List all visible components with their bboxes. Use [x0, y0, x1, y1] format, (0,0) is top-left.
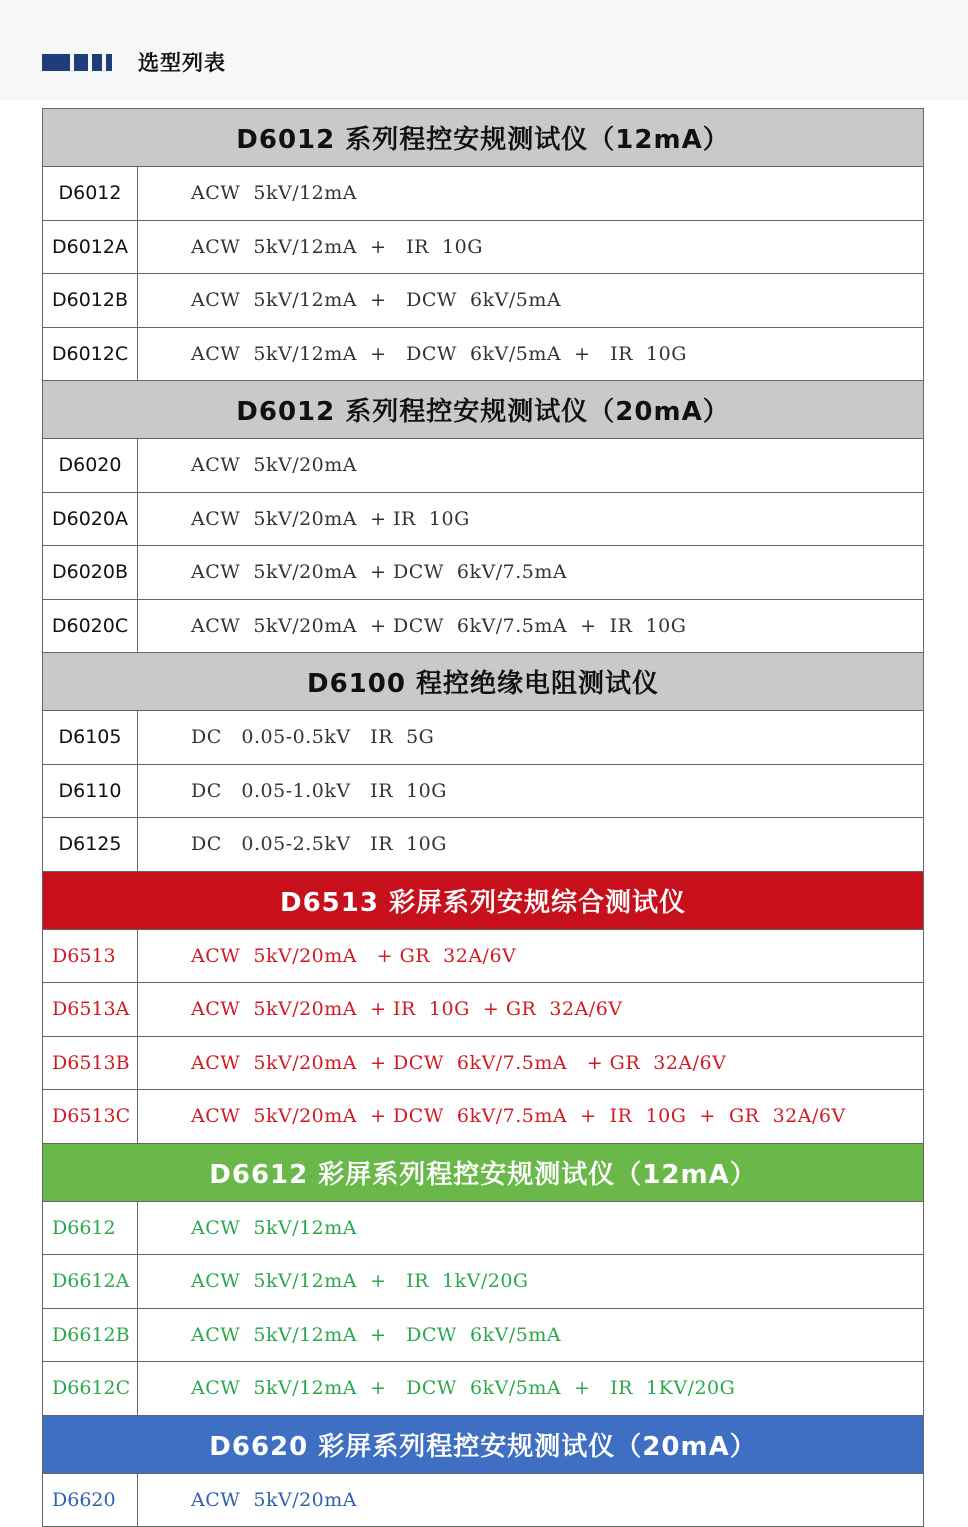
- table-row: [43, 221, 923, 275]
- model-cell: D6612B: [43, 1309, 138, 1362]
- table-row: [43, 1309, 923, 1363]
- model-cell: D6012A: [43, 221, 138, 274]
- section-header: D6620 彩屏系列程控安规测试仪（20mA）: [43, 1416, 923, 1474]
- table-row: [43, 1474, 923, 1527]
- spec-cell: DC 0.05-2.5kV IR 10G: [138, 818, 923, 871]
- table-row: [43, 765, 923, 819]
- model-cell: D6012: [43, 167, 138, 220]
- table-row: [43, 274, 923, 328]
- spec-cell: ACW 5kV/20mA + DCW 6kV/7.5mA + GR 32A/6V: [138, 1037, 923, 1090]
- spec-cell: ACW 5kV/12mA + DCW 6kV/5mA: [138, 274, 923, 327]
- spec-cell: ACW 5kV/12mA + IR 1kV/20G: [138, 1255, 923, 1308]
- table-row: [43, 1362, 923, 1416]
- model-cell: D6110: [43, 765, 138, 818]
- spec-cell: ACW 5kV/12mA: [138, 167, 923, 220]
- model-cell: D6612: [43, 1202, 138, 1255]
- table-row: [43, 493, 923, 547]
- selection-table: [42, 108, 924, 1527]
- table-row: [43, 328, 923, 382]
- product-section: [43, 109, 923, 381]
- model-cell: D6012C: [43, 328, 138, 381]
- model-cell: D6513A: [43, 983, 138, 1036]
- table-row: [43, 1090, 923, 1144]
- table-row: [43, 600, 923, 654]
- section-header: D6012 系列程控安规测试仪（20mA）: [43, 381, 923, 439]
- table-row: [43, 711, 923, 765]
- page-title: 选型列表: [138, 47, 226, 77]
- spec-cell: DC 0.05-0.5kV IR 5G: [138, 711, 923, 764]
- spec-cell: ACW 5kV/20mA: [138, 439, 923, 492]
- model-cell: D6620: [43, 1474, 138, 1527]
- model-cell: D6612C: [43, 1362, 138, 1415]
- spec-cell: ACW 5kV/20mA + DCW 6kV/7.5mA + IR 10G + GR 32A/6V: [138, 1090, 923, 1143]
- page-header: [42, 44, 226, 80]
- table-row: [43, 1255, 923, 1309]
- table-row: [43, 1037, 923, 1091]
- table-row: [43, 546, 923, 600]
- table-row: [43, 1202, 923, 1256]
- model-cell: D6020C: [43, 600, 138, 653]
- spec-cell: ACW 5kV/12mA + DCW 6kV/5mA + IR 10G: [138, 328, 923, 381]
- table-row: [43, 930, 923, 984]
- section-header: D6100 程控绝缘电阻测试仪: [43, 653, 923, 711]
- spec-cell: ACW 5kV/20mA + IR 10G + GR 32A/6V: [138, 983, 923, 1036]
- spec-cell: ACW 5kV/20mA + GR 32A/6V: [138, 930, 923, 983]
- table-row: [43, 167, 923, 221]
- model-cell: D6105: [43, 711, 138, 764]
- model-cell: D6020A: [43, 493, 138, 546]
- model-cell: D6020: [43, 439, 138, 492]
- product-section: [43, 1144, 923, 1416]
- spec-cell: ACW 5kV/12mA: [138, 1202, 923, 1255]
- product-section: [43, 1416, 923, 1527]
- section-header: D6612 彩屏系列程控安规测试仪（12mA）: [43, 1144, 923, 1202]
- title-bars-icon: [42, 54, 116, 71]
- section-header: D6513 彩屏系列安规综合测试仪: [43, 872, 923, 930]
- spec-cell: ACW 5kV/20mA + IR 10G: [138, 493, 923, 546]
- model-cell: D6612A: [43, 1255, 138, 1308]
- product-section: [43, 653, 923, 872]
- model-cell: D6513C: [43, 1090, 138, 1143]
- section-header: D6012 系列程控安规测试仪（12mA）: [43, 109, 923, 167]
- spec-cell: ACW 5kV/20mA + DCW 6kV/7.5mA: [138, 546, 923, 599]
- spec-cell: DC 0.05-1.0kV IR 10G: [138, 765, 923, 818]
- model-cell: D6513: [43, 930, 138, 983]
- model-cell: D6125: [43, 818, 138, 871]
- spec-cell: ACW 5kV/20mA: [138, 1474, 923, 1527]
- product-section: [43, 872, 923, 1144]
- table-row: [43, 983, 923, 1037]
- table-row: [43, 439, 923, 493]
- model-cell: D6513B: [43, 1037, 138, 1090]
- spec-cell: ACW 5kV/12mA + DCW 6kV/5mA + IR 1KV/20G: [138, 1362, 923, 1415]
- model-cell: D6012B: [43, 274, 138, 327]
- product-section: [43, 381, 923, 653]
- spec-cell: ACW 5kV/12mA + DCW 6kV/5mA: [138, 1309, 923, 1362]
- model-cell: D6020B: [43, 546, 138, 599]
- spec-cell: ACW 5kV/20mA + DCW 6kV/7.5mA + IR 10G: [138, 600, 923, 653]
- spec-cell: ACW 5kV/12mA + IR 10G: [138, 221, 923, 274]
- table-row: [43, 818, 923, 872]
